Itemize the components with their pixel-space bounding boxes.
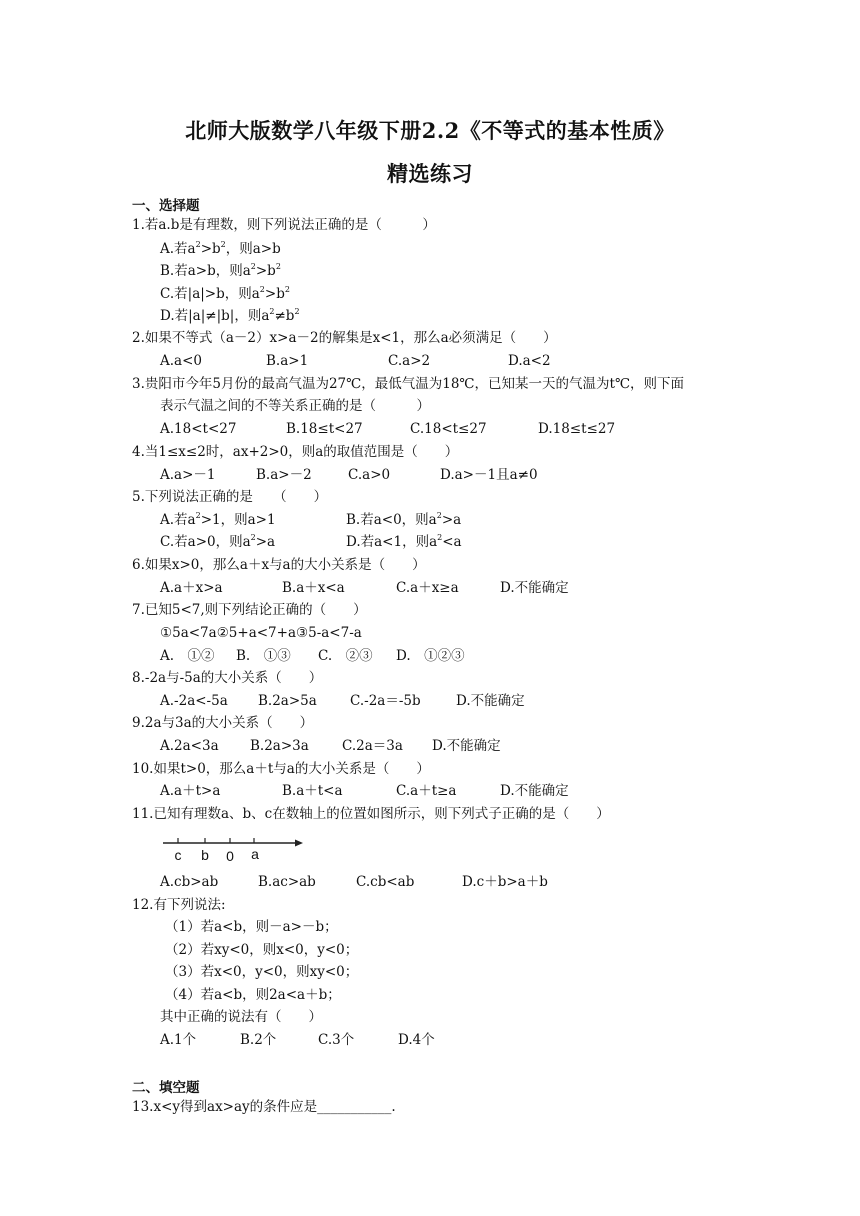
question-12-option-b: B.2个 [240, 1032, 277, 1048]
question-13-stem: 13.x<y得到ax>ay的条件应是___________. [132, 1099, 396, 1115]
question-6-option-d: D.不能确定 [500, 580, 569, 596]
question-3-option-c: C.18<t≤27 [410, 421, 487, 437]
question-2-stem: 2.如果不等式（a－2）x>a－2的解集是x<1，那么a必须满足（ ） [132, 330, 557, 346]
question-8-option-a: A.-2a<-5a [160, 693, 228, 709]
question-12-option-a: A.1个 [160, 1032, 197, 1048]
section-heading-choice: 一、选择题 [132, 198, 200, 214]
question-12-ask: 其中正确的说法有（ ） [160, 1009, 322, 1025]
document-subtitle: 精选练习 [387, 161, 473, 186]
question-10-option-d: D.不能确定 [500, 783, 569, 799]
question-8-option-d: D.不能确定 [456, 693, 525, 709]
question-9-option-c: C.2a＝3a [342, 738, 403, 754]
question-6-option-a: A.a＋x>a [160, 580, 223, 596]
question-10-option-b: B.a＋t<a [282, 783, 343, 799]
question-12-statement-1: （1）若a<b，则－a>－b； [165, 919, 338, 935]
question-1-stem: 1.若a.b是有理数，则下列说法正确的是（ ） [132, 217, 436, 233]
question-8-option-c: C.-2a＝-5b [350, 693, 421, 709]
question-5-stem: 5.下列说法正确的是 （ ） [132, 489, 328, 505]
question-7-option-c: C. ②③ [318, 648, 373, 664]
number-line-label-a: a [251, 846, 259, 862]
question-5-option-b: B.若a<0，则$a^2>a$ [346, 511, 462, 528]
question-2-option-a: A.a<0 [160, 353, 202, 369]
question-4-option-a: A.a>－1 [160, 467, 216, 483]
question-3-option-b: B.18≤t<27 [286, 421, 363, 437]
question-10-stem: 10.如果t>0，那么a＋t与a的大小关系是（ ） [132, 761, 430, 777]
question-7-option-d: D. ①②③ [396, 648, 465, 664]
question-9-option-b: B.2a>3a [250, 738, 309, 754]
section-heading-fill: 二、填空题 [132, 1080, 200, 1096]
question-10-option-c: C.a＋t≥a [396, 783, 457, 799]
question-12-statement-4: （4）若a<b，则2a<a＋b； [165, 987, 341, 1003]
question-4-option-c: C.a>0 [348, 467, 391, 483]
question-11-option-c: C.cb<ab [356, 874, 415, 890]
question-12-option-d: D.4个 [398, 1032, 435, 1048]
question-3-option-d: D.18≤t≤27 [538, 421, 616, 437]
question-3-option-a: A.18<t<27 [160, 421, 237, 437]
question-8-option-b: B.2a>5a [258, 693, 317, 709]
question-5-option-c: C.若a>0，则$a^2>a$ [160, 533, 276, 550]
document-title: 北师大版数学八年级下册2.2《不等式的基本性质》 [185, 118, 675, 143]
question-7-option-b: B. ①③ [236, 648, 291, 664]
question-2-option-d: D.a<2 [508, 353, 551, 369]
question-2-option-c: C.a>2 [388, 353, 431, 369]
number-line-arrow [295, 840, 303, 847]
question-4-stem: 4.当1≤x≤2时，ax+2>0，则a的取值范围是（ ） [132, 444, 459, 460]
number-line-label-b: b [201, 847, 209, 863]
question-7-stem: 7.已知5<7,则下列结论正确的（ ） [132, 602, 367, 618]
question-12-stem: 12.有下列说法: [132, 897, 226, 913]
question-9-option-d: D.不能确定 [432, 738, 501, 754]
question-12-option-c: C.3个 [318, 1032, 355, 1048]
question-5-option-d: D.若a<1，则$a^2<a$ [346, 533, 462, 550]
question-10-option-a: A.a＋t>a [160, 783, 221, 799]
question-11-stem: 11.已知有理数a、b、c在数轴上的位置如图所示，则下列式子正确的是（ ） [132, 806, 610, 822]
question-11-option-a: A.cb>ab [160, 874, 219, 890]
number-line-label-c: c [174, 847, 182, 863]
question-2-option-b: B.a>1 [266, 353, 309, 369]
question-3-stem-line1: 3.贵阳市今年5月份的最高气温为27℃，最低气温为18℃，已知某一天的气温为t℃，则下面 [132, 376, 685, 392]
number-line-label-zero: 0 [226, 848, 234, 864]
question-1-option-c: C.若|a|>b，则$a^2>b^2$ [160, 285, 290, 302]
question-1-option-a: A.若$a^2>b^2$，则a>b [160, 240, 281, 257]
question-7-statements: ①5a<7a②5+a<7+a③5-a<7-a [160, 625, 362, 641]
question-8-stem: 8.-2a与-5a的大小关系（ ） [132, 670, 323, 686]
question-12-statement-3: （3）若x<0，y<0，则xy<0； [165, 964, 359, 980]
question-9-stem: 9.2a与3a的大小关系（ ） [132, 715, 314, 731]
question-6-option-b: B.a＋x<a [282, 580, 345, 596]
question-4-option-d: D.a>－1且a≠0 [440, 467, 538, 483]
question-1-option-d: D.若|a|≠|b|，则$a^2\ne b^2$ [160, 307, 300, 324]
question-9-option-a: A.2a<3a [160, 738, 219, 754]
number-line-figure [160, 832, 305, 866]
question-11-option-b: B.ac>ab [258, 874, 316, 890]
question-12-statement-2: （2）若xy<0，则x<0，y<0； [165, 942, 359, 958]
question-3-stem-line2: 表示气温之间的不等关系正确的是（ ） [160, 398, 430, 414]
question-6-option-c: C.a＋x≥a [396, 580, 459, 596]
question-4-option-b: B.a>－2 [256, 467, 312, 483]
question-6-stem: 6.如果x>0，那么a＋x与a的大小关系是（ ） [132, 557, 426, 573]
question-5-option-a: A.若$a^2>1$，则a>1 [160, 511, 276, 528]
question-11-option-d: D.c＋b>a＋b [462, 874, 548, 890]
question-7-option-a: A. ①② [160, 648, 215, 664]
question-1-option-b: B.若a>b，则$a^2>b^2$ [160, 262, 281, 279]
